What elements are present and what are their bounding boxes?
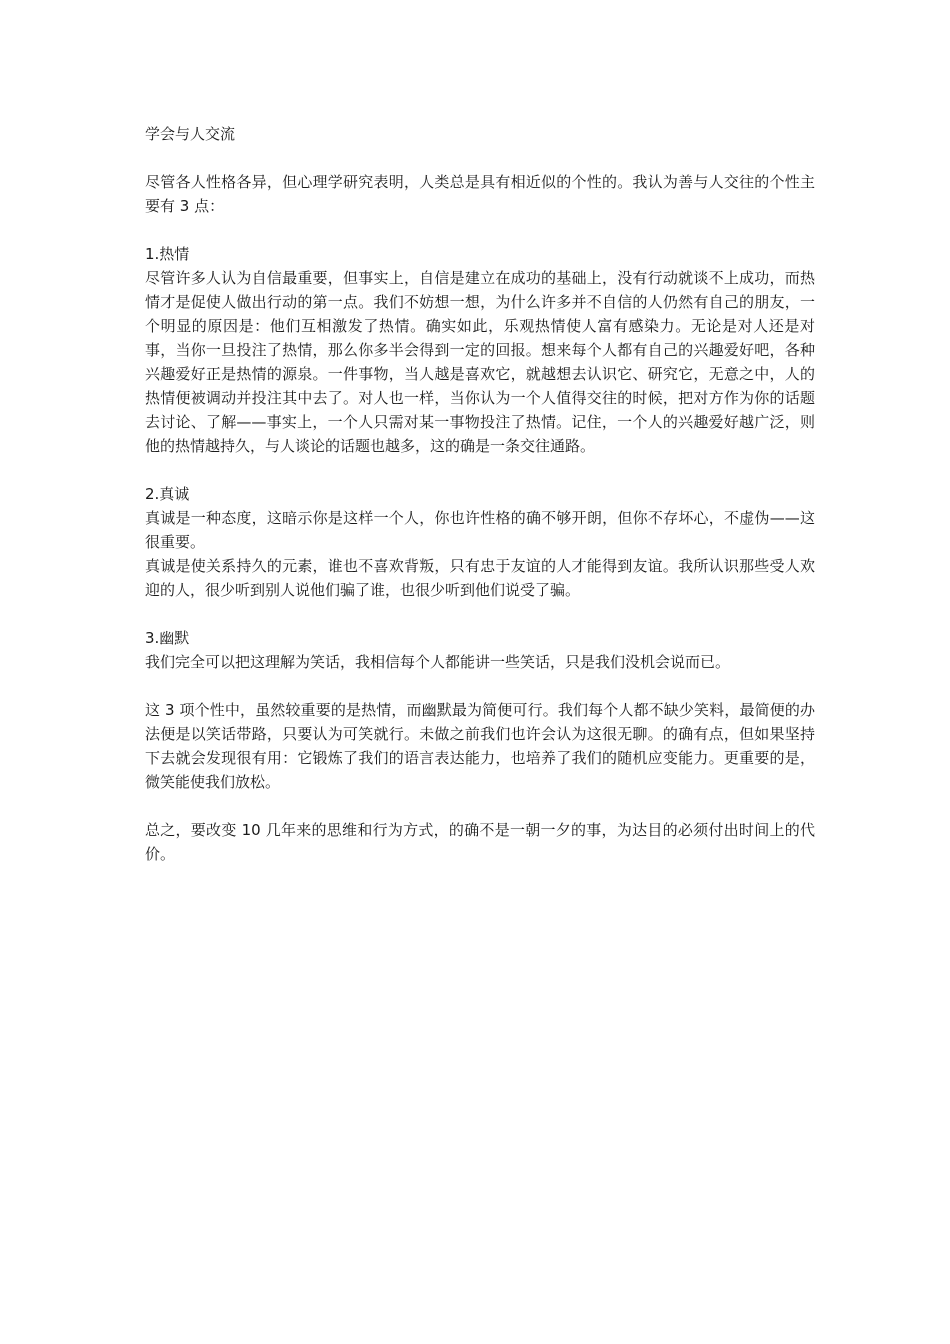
spacer [145,458,815,482]
section-paragraph-enthusiasm: 尽管许多人认为自信最重要，但事实上，自信是建立在成功的基础上，没有行动就谈不上成功，而热情才是促使人做出行动的第一点。我们不妨想一想，为什么许多并不自信的人仍然有自己的朋友，一个明显的原因是：他们互相激发了热情。确实如此，乐观热情使人富有感染力。无论是对人还是对事，当你一旦投注了热情，那么你多半会得到一定的回报。想来每个人都有自己的兴趣爱好吧，各种兴趣爱好正是热情的源泉。一件事物，当人越是喜欢它，就越想去认识它、研究它，无意之中，人的热情便被调动并投注其中去了。对人也一样，当你认为一个人值得交往的时候，把对方作为你的话题去讨论、了解——事实上，一个人只需对某一事物投注了热情。记住，一个人的兴趣爱好越广泛，则他的热情越持久，与人谈论的话题也越多，这的确是一条交往通路。 [145,269,815,455]
section-paragraph-sincerity-1: 真诚是一种态度，这暗示你是这样一个人，你也许性格的确不够开朗，但你不存坏心，不虚伪——这很重要。 [145,509,815,551]
spacer [145,218,815,242]
intro-paragraph: 尽管各人性格各异，但心理学研究表明，人类总是具有相近似的个性的。我认为善与人交往的个性主要有 3 点： [145,173,815,215]
section-paragraph-sincerity-2: 真诚是使关系持久的元素，谁也不喜欢背叛，只有忠于友谊的人才能得到友谊。我所认识那些受人欢迎的人，很少听到别人说他们骗了谁，也很少听到他们说受了骗。 [145,557,815,599]
conclusion-paragraph: 总之，要改变 10 几年来的思维和行为方式，的确不是一朝一夕的事，为达目的必须付出时间上的代价。 [145,821,815,863]
spacer [145,674,815,698]
document-body [145,122,815,866]
document-title: 学会与人交流 [145,125,236,143]
section-heading-enthusiasm: 1.热情 [145,245,190,263]
section-heading-sincerity: 2.真诚 [145,485,190,503]
section-heading-humor: 3.幽默 [145,629,190,647]
section-paragraph-humor: 我们完全可以把这理解为笑话，我相信每个人都能讲一些笑话，只是我们没机会说而已。 [145,653,731,671]
spacer [145,602,815,626]
spacer [145,794,815,818]
summary-paragraph: 这 3 项个性中，虽然较重要的是热情，而幽默最为简便可行。我们每个人都不缺少笑料，最简便的办法便是以笑话带路，只要认为可笑就行。未做之前我们也许会认为这很无聊。的确有点，但如果坚持下去就会发现很有用：它锻炼了我们的语言表达能力，也培养了我们的随机应变能力。更重要的是，微笑能使我们放松。 [145,701,815,791]
spacer [145,146,815,170]
